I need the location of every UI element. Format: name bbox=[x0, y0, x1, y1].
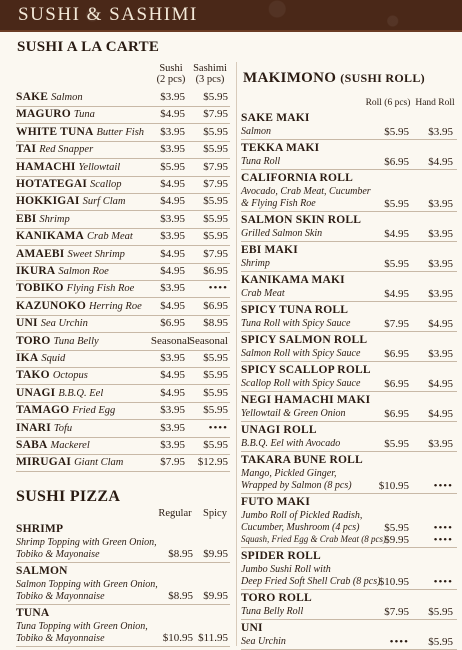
roll-price: $6.95 bbox=[384, 408, 409, 420]
item-title: KANIKAMA MAKI bbox=[241, 274, 345, 286]
item-desc: Jumbo Roll of Pickled Radish, bbox=[241, 510, 363, 521]
pizza-col-regular: Regular bbox=[158, 508, 192, 519]
roll-price: $6.95 bbox=[384, 156, 409, 168]
item-title: WHITE TUNA bbox=[16, 125, 94, 138]
sashimi-price: $5.95 bbox=[203, 212, 228, 225]
maki-row bbox=[241, 111, 457, 140]
alacarte-row bbox=[16, 228, 230, 246]
alacarte-row bbox=[16, 159, 230, 177]
item-desc: & Flying Fish Roe bbox=[241, 198, 316, 209]
item-title: TOBIKO bbox=[16, 282, 64, 295]
sushi-price: $4.95 bbox=[160, 299, 185, 312]
item-title: IKA bbox=[16, 352, 39, 364]
maki-row bbox=[241, 171, 457, 212]
menu-header-banner bbox=[0, 0, 462, 32]
item-title: EBI MAKI bbox=[241, 244, 298, 256]
item-title: SAKE bbox=[16, 91, 49, 103]
item-desc: Tuna Roll bbox=[241, 156, 281, 167]
item-title: HAMACHI bbox=[16, 160, 76, 173]
item-title: TORO ROLL bbox=[241, 592, 312, 604]
maki-row bbox=[241, 393, 457, 422]
alacarte-row bbox=[16, 350, 230, 368]
item-name bbox=[16, 352, 65, 364]
sushi-price: $3.95 bbox=[160, 125, 185, 138]
item-title: SPICY SCALLOP ROLL bbox=[241, 364, 371, 376]
alacarte-row bbox=[16, 367, 230, 385]
item-title: TORO bbox=[16, 334, 51, 347]
item-desc: Flying Fish Roe bbox=[66, 283, 135, 295]
alacarte-row bbox=[16, 211, 230, 229]
maki-row bbox=[241, 495, 457, 548]
sashimi-price: $6.95 bbox=[203, 265, 228, 277]
sashimi-price: $5.95 bbox=[203, 439, 228, 451]
maki-row bbox=[241, 423, 457, 452]
sashimi-price: $5.95 bbox=[203, 404, 228, 417]
item-desc: B.B.Q. Eel bbox=[58, 387, 104, 399]
alacarte-row bbox=[16, 402, 230, 420]
sushi-price: $3.95 bbox=[160, 421, 185, 434]
sashimi-price: $6.95 bbox=[203, 299, 228, 312]
item-name bbox=[16, 91, 83, 103]
item-title: KAZUNOKO bbox=[16, 299, 86, 312]
item-desc: Herring Roe bbox=[88, 300, 142, 312]
item-name bbox=[16, 282, 134, 294]
item-title: TAMAGO bbox=[16, 404, 70, 417]
item-title: TAKO bbox=[16, 369, 50, 382]
item-desc: Salmon bbox=[241, 126, 271, 137]
alacarte-col-sashimi: Sashimi (3 pcs) bbox=[193, 63, 227, 85]
item-title: KANIKAMA bbox=[16, 230, 85, 243]
item-name bbox=[16, 369, 88, 381]
item-title: FUTO MAKI bbox=[241, 496, 310, 508]
item-title: UNI bbox=[16, 317, 38, 330]
maki-row bbox=[241, 333, 457, 362]
sashimi-price: $7.95 bbox=[203, 178, 228, 190]
sashimi-price: •••• bbox=[208, 421, 228, 434]
item-desc: Fried Egg bbox=[72, 405, 116, 417]
sushi-price: $3.95 bbox=[160, 230, 185, 243]
alacarte-title: SUSHI A LA CARTE bbox=[17, 39, 160, 55]
item-desc: Salmon Roe bbox=[58, 266, 109, 277]
pizza-title: SUSHI PIZZA bbox=[16, 488, 121, 505]
alacarte-row bbox=[16, 176, 230, 194]
hand-roll-price-alt: •••• bbox=[433, 534, 453, 546]
item-desc: Tobiko & Mayonnaise bbox=[16, 591, 105, 602]
item-desc: Tuna bbox=[73, 109, 95, 121]
alacarte-row bbox=[16, 385, 230, 403]
sashimi-price: $5.95 bbox=[203, 91, 228, 103]
sushi-price: $3.95 bbox=[160, 282, 185, 295]
item-desc: Shrimp Topping with Green Onion, bbox=[16, 537, 157, 548]
item-title: SABA bbox=[16, 439, 48, 451]
maki-col-hand: Hand Roll bbox=[415, 98, 455, 108]
item-desc: Yellowtail & Green Onion bbox=[241, 408, 346, 419]
item-title: SPICY TUNA ROLL bbox=[241, 304, 349, 316]
maki-row bbox=[241, 549, 457, 590]
sashimi-price: $7.95 bbox=[203, 160, 228, 173]
item-name bbox=[16, 161, 120, 173]
maki-row bbox=[241, 591, 457, 620]
item-desc: B.B.Q. Eel with Avocado bbox=[241, 438, 341, 449]
roll-price: $4.95 bbox=[384, 288, 409, 300]
hand-roll-price: $3.95 bbox=[428, 228, 453, 240]
sushi-price: Seasonal bbox=[150, 334, 190, 347]
pizza-row bbox=[16, 606, 230, 647]
sashimi-price: $5.95 bbox=[203, 195, 228, 208]
maki-row bbox=[241, 273, 457, 302]
sushi-price: $4.95 bbox=[160, 247, 185, 260]
sushi-price: $3.95 bbox=[160, 212, 185, 225]
roll-price: $4.95 bbox=[384, 228, 409, 240]
item-name bbox=[16, 404, 115, 416]
item-desc: Shrimp bbox=[241, 258, 270, 269]
sashimi-price: $12.95 bbox=[197, 456, 228, 469]
hand-roll-price: $4.95 bbox=[428, 408, 453, 420]
item-title: SAKE MAKI bbox=[241, 112, 310, 124]
maki-row bbox=[241, 303, 457, 332]
alacarte-row bbox=[16, 420, 230, 438]
item-desc: Tobiko & Mayonaise bbox=[16, 549, 100, 560]
sashimi-price: •••• bbox=[208, 282, 228, 295]
spicy-price: $11.95 bbox=[198, 632, 228, 644]
roll-price: $5.95 bbox=[384, 198, 409, 210]
sushi-price: $3.95 bbox=[160, 91, 185, 103]
item-desc: Mackerel bbox=[50, 440, 90, 451]
hand-roll-price: $5.95 bbox=[428, 636, 453, 648]
item-name bbox=[16, 387, 103, 399]
maki-row bbox=[241, 243, 457, 272]
item-desc: Scallop Roll with Spicy Sauce bbox=[241, 378, 361, 389]
item-name bbox=[16, 178, 122, 190]
sushi-price: $4.95 bbox=[160, 108, 185, 121]
alacarte-row bbox=[16, 106, 230, 124]
item-desc: Tuna Topping with Green Onion, bbox=[16, 621, 148, 632]
hand-roll-price: •••• bbox=[433, 576, 453, 588]
maki-row bbox=[241, 141, 457, 170]
item-desc: Cucumber, Mushroom (4 pcs) bbox=[241, 522, 360, 533]
maki-col-roll: Roll (6 pcs) bbox=[365, 98, 411, 108]
sashimi-price: $7.95 bbox=[203, 108, 228, 121]
item-name bbox=[16, 265, 109, 277]
item-name bbox=[16, 335, 99, 347]
item-desc: Yellowtail bbox=[78, 161, 121, 173]
item-desc: Salmon bbox=[51, 92, 83, 103]
item-title: EBI bbox=[16, 212, 37, 225]
spicy-price: $9.95 bbox=[203, 548, 228, 560]
roll-price: $10.95 bbox=[378, 576, 409, 588]
sashimi-price: $5.95 bbox=[203, 125, 228, 138]
sashimi-price: Seasonal bbox=[188, 334, 228, 347]
item-name bbox=[16, 143, 93, 155]
item-name bbox=[16, 230, 133, 242]
hand-roll-price: $3.95 bbox=[428, 258, 453, 270]
roll-price: $10.95 bbox=[378, 480, 409, 492]
pizza-col-spicy: Spicy bbox=[203, 508, 227, 519]
alacarte-col-sushi: Sushi (2 pcs) bbox=[156, 63, 186, 85]
item-desc: Crab Meat bbox=[241, 288, 285, 299]
roll-price: $6.95 bbox=[384, 348, 409, 360]
item-desc: Squid bbox=[41, 353, 66, 364]
sashimi-price: $5.95 bbox=[203, 352, 228, 364]
item-desc: Squash, Fried Egg & Crab Meat (8 pcs) bbox=[241, 534, 386, 544]
regular-price: $8.95 bbox=[168, 548, 193, 560]
item-title: UNAGI ROLL bbox=[241, 424, 317, 436]
item-title: SALMON SKIN ROLL bbox=[241, 214, 362, 226]
alacarte-row bbox=[16, 141, 230, 159]
maki-row bbox=[241, 453, 457, 494]
spicy-price: $9.95 bbox=[203, 590, 228, 602]
sashimi-price: $5.95 bbox=[203, 369, 228, 382]
hand-roll-price: $3.95 bbox=[428, 348, 453, 360]
item-desc: Salmon Topping with Green Onion, bbox=[16, 579, 158, 590]
item-title: SALMON bbox=[16, 565, 68, 577]
item-title: NEGI HAMACHI MAKI bbox=[241, 394, 371, 406]
hand-roll-price: $3.95 bbox=[428, 198, 453, 210]
hand-roll-price: $4.95 bbox=[428, 156, 453, 168]
item-title: SPICY SALMON ROLL bbox=[241, 334, 368, 346]
item-desc: Sea Urchin bbox=[241, 636, 286, 647]
roll-price-alt: $9.95 bbox=[384, 534, 409, 546]
item-title: HOKKIGAI bbox=[16, 195, 80, 208]
item-desc: Crab Meat bbox=[87, 231, 133, 243]
hand-roll-price: $3.95 bbox=[428, 126, 453, 138]
sashimi-price: $5.95 bbox=[203, 143, 228, 156]
alacarte-row bbox=[16, 298, 230, 316]
item-desc: Salmon Roll with Spicy Sauce bbox=[241, 348, 361, 359]
hand-roll-price: $5.95 bbox=[428, 606, 453, 618]
alacarte-row bbox=[16, 246, 230, 264]
roll-price: $5.95 bbox=[384, 126, 409, 138]
roll-price: $7.95 bbox=[384, 606, 409, 618]
alacarte-row bbox=[16, 280, 230, 298]
item-title: TAKARA BUNE ROLL bbox=[241, 454, 363, 466]
column-divider bbox=[236, 62, 237, 646]
item-desc: Tuna Belly bbox=[53, 335, 99, 347]
alacarte-row bbox=[16, 124, 230, 142]
item-desc: Shrimp bbox=[39, 213, 70, 225]
item-desc: Tuna Belly Roll bbox=[241, 606, 304, 617]
item-desc: Sea Urchin bbox=[40, 318, 88, 330]
pizza-row bbox=[16, 522, 230, 563]
item-title: AMAEBI bbox=[16, 247, 65, 260]
regular-price: $8.95 bbox=[168, 590, 193, 602]
alacarte-row bbox=[16, 333, 230, 351]
item-title: INARI bbox=[16, 421, 51, 434]
sushi-price: $3.95 bbox=[160, 439, 185, 451]
hand-roll-price: •••• bbox=[433, 480, 453, 492]
item-name bbox=[16, 439, 90, 451]
roll-price: $5.95 bbox=[384, 522, 409, 534]
sushi-price: $4.95 bbox=[160, 369, 185, 382]
item-desc: Deep Fried Soft Shell Crab (8 pcs) bbox=[241, 576, 381, 587]
item-desc: Butter Fish bbox=[96, 126, 145, 138]
item-desc: Tobiko & Mayonnaise bbox=[16, 633, 105, 644]
alacarte-row bbox=[16, 315, 230, 333]
item-desc: Wrapped by Salmon (8 pcs) bbox=[241, 480, 352, 491]
sashimi-price: $5.95 bbox=[203, 230, 228, 243]
sushi-price: $4.95 bbox=[160, 386, 185, 399]
hand-roll-price: $4.95 bbox=[428, 318, 453, 330]
item-desc: Grilled Salmon Skin bbox=[241, 228, 323, 239]
roll-price: $5.95 bbox=[384, 258, 409, 270]
item-desc: Tuna Roll with Spicy Sauce bbox=[241, 318, 351, 329]
item-title: SHRIMP bbox=[16, 523, 64, 535]
hand-roll-price: •••• bbox=[433, 522, 453, 534]
alacarte-row bbox=[16, 89, 230, 107]
item-title: UNI bbox=[241, 622, 263, 634]
item-title: MAGURO bbox=[16, 108, 71, 121]
item-title: CALIFORNIA ROLL bbox=[241, 172, 353, 184]
roll-price: $7.95 bbox=[384, 318, 409, 330]
item-name bbox=[16, 300, 142, 312]
item-title: TAI bbox=[16, 143, 37, 156]
item-name bbox=[16, 213, 70, 225]
item-desc: Octopus bbox=[52, 370, 88, 382]
sushi-price: $4.95 bbox=[160, 178, 185, 190]
item-title: TUNA bbox=[16, 607, 50, 619]
item-desc: Sweet Shrimp bbox=[67, 248, 125, 260]
item-name bbox=[16, 317, 88, 329]
hand-roll-price: $4.95 bbox=[428, 378, 453, 390]
maki-title: MAKIMONO (SUSHI ROLL) bbox=[243, 70, 425, 86]
alacarte-row bbox=[16, 263, 230, 281]
sushi-price: $4.95 bbox=[160, 195, 185, 208]
item-desc: Giant Clam bbox=[74, 457, 124, 469]
item-desc: Avocado, Crab Meat, Cucumber bbox=[241, 186, 371, 197]
sushi-price: $4.95 bbox=[160, 265, 185, 277]
hand-roll-price: $3.95 bbox=[428, 288, 453, 300]
item-desc: Tofu bbox=[53, 422, 73, 434]
item-desc: Surf Clam bbox=[82, 196, 126, 208]
item-desc: Jumbo Sushi Roll with bbox=[241, 564, 331, 575]
pizza-row bbox=[16, 564, 230, 605]
maki-row bbox=[241, 621, 457, 650]
regular-price: $10.95 bbox=[162, 632, 193, 644]
item-desc: Scallop bbox=[90, 179, 122, 190]
item-title: IKURA bbox=[16, 265, 56, 277]
sushi-price: $3.95 bbox=[160, 404, 185, 417]
item-name bbox=[16, 195, 125, 207]
sushi-price: $3.95 bbox=[160, 352, 185, 364]
item-title: MIRUGAI bbox=[16, 456, 72, 469]
item-name bbox=[16, 248, 125, 260]
item-title: HOTATEGAI bbox=[16, 178, 88, 190]
alacarte-row bbox=[16, 437, 230, 455]
sushi-price: $3.95 bbox=[160, 143, 185, 156]
item-desc: Red Snapper bbox=[39, 144, 94, 156]
item-name bbox=[16, 456, 123, 468]
roll-price: $5.95 bbox=[384, 438, 409, 450]
alacarte-row bbox=[16, 193, 230, 211]
item-title: SPIDER ROLL bbox=[241, 550, 321, 562]
hand-roll-price: $3.95 bbox=[428, 438, 453, 450]
item-name bbox=[16, 126, 144, 138]
roll-price: •••• bbox=[389, 636, 409, 648]
sushi-price: $5.95 bbox=[160, 160, 185, 173]
maki-row bbox=[241, 363, 457, 392]
sushi-price: $7.95 bbox=[160, 456, 185, 469]
sashimi-price: $8.95 bbox=[203, 317, 228, 330]
sashimi-price: $7.95 bbox=[203, 247, 228, 260]
item-name bbox=[16, 422, 72, 434]
roll-price: $6.95 bbox=[384, 378, 409, 390]
item-name bbox=[16, 108, 95, 120]
alacarte-row bbox=[16, 454, 230, 472]
item-title: TEKKA MAKI bbox=[241, 142, 320, 154]
sashimi-price: $5.95 bbox=[203, 386, 228, 399]
item-title: UNAGI bbox=[16, 386, 56, 399]
item-desc: Mango, Pickled Ginger, bbox=[241, 468, 337, 479]
maki-row bbox=[241, 213, 457, 242]
menu-header-title: SUSHI & SASHIMI bbox=[18, 4, 198, 25]
sushi-price: $6.95 bbox=[160, 317, 185, 330]
